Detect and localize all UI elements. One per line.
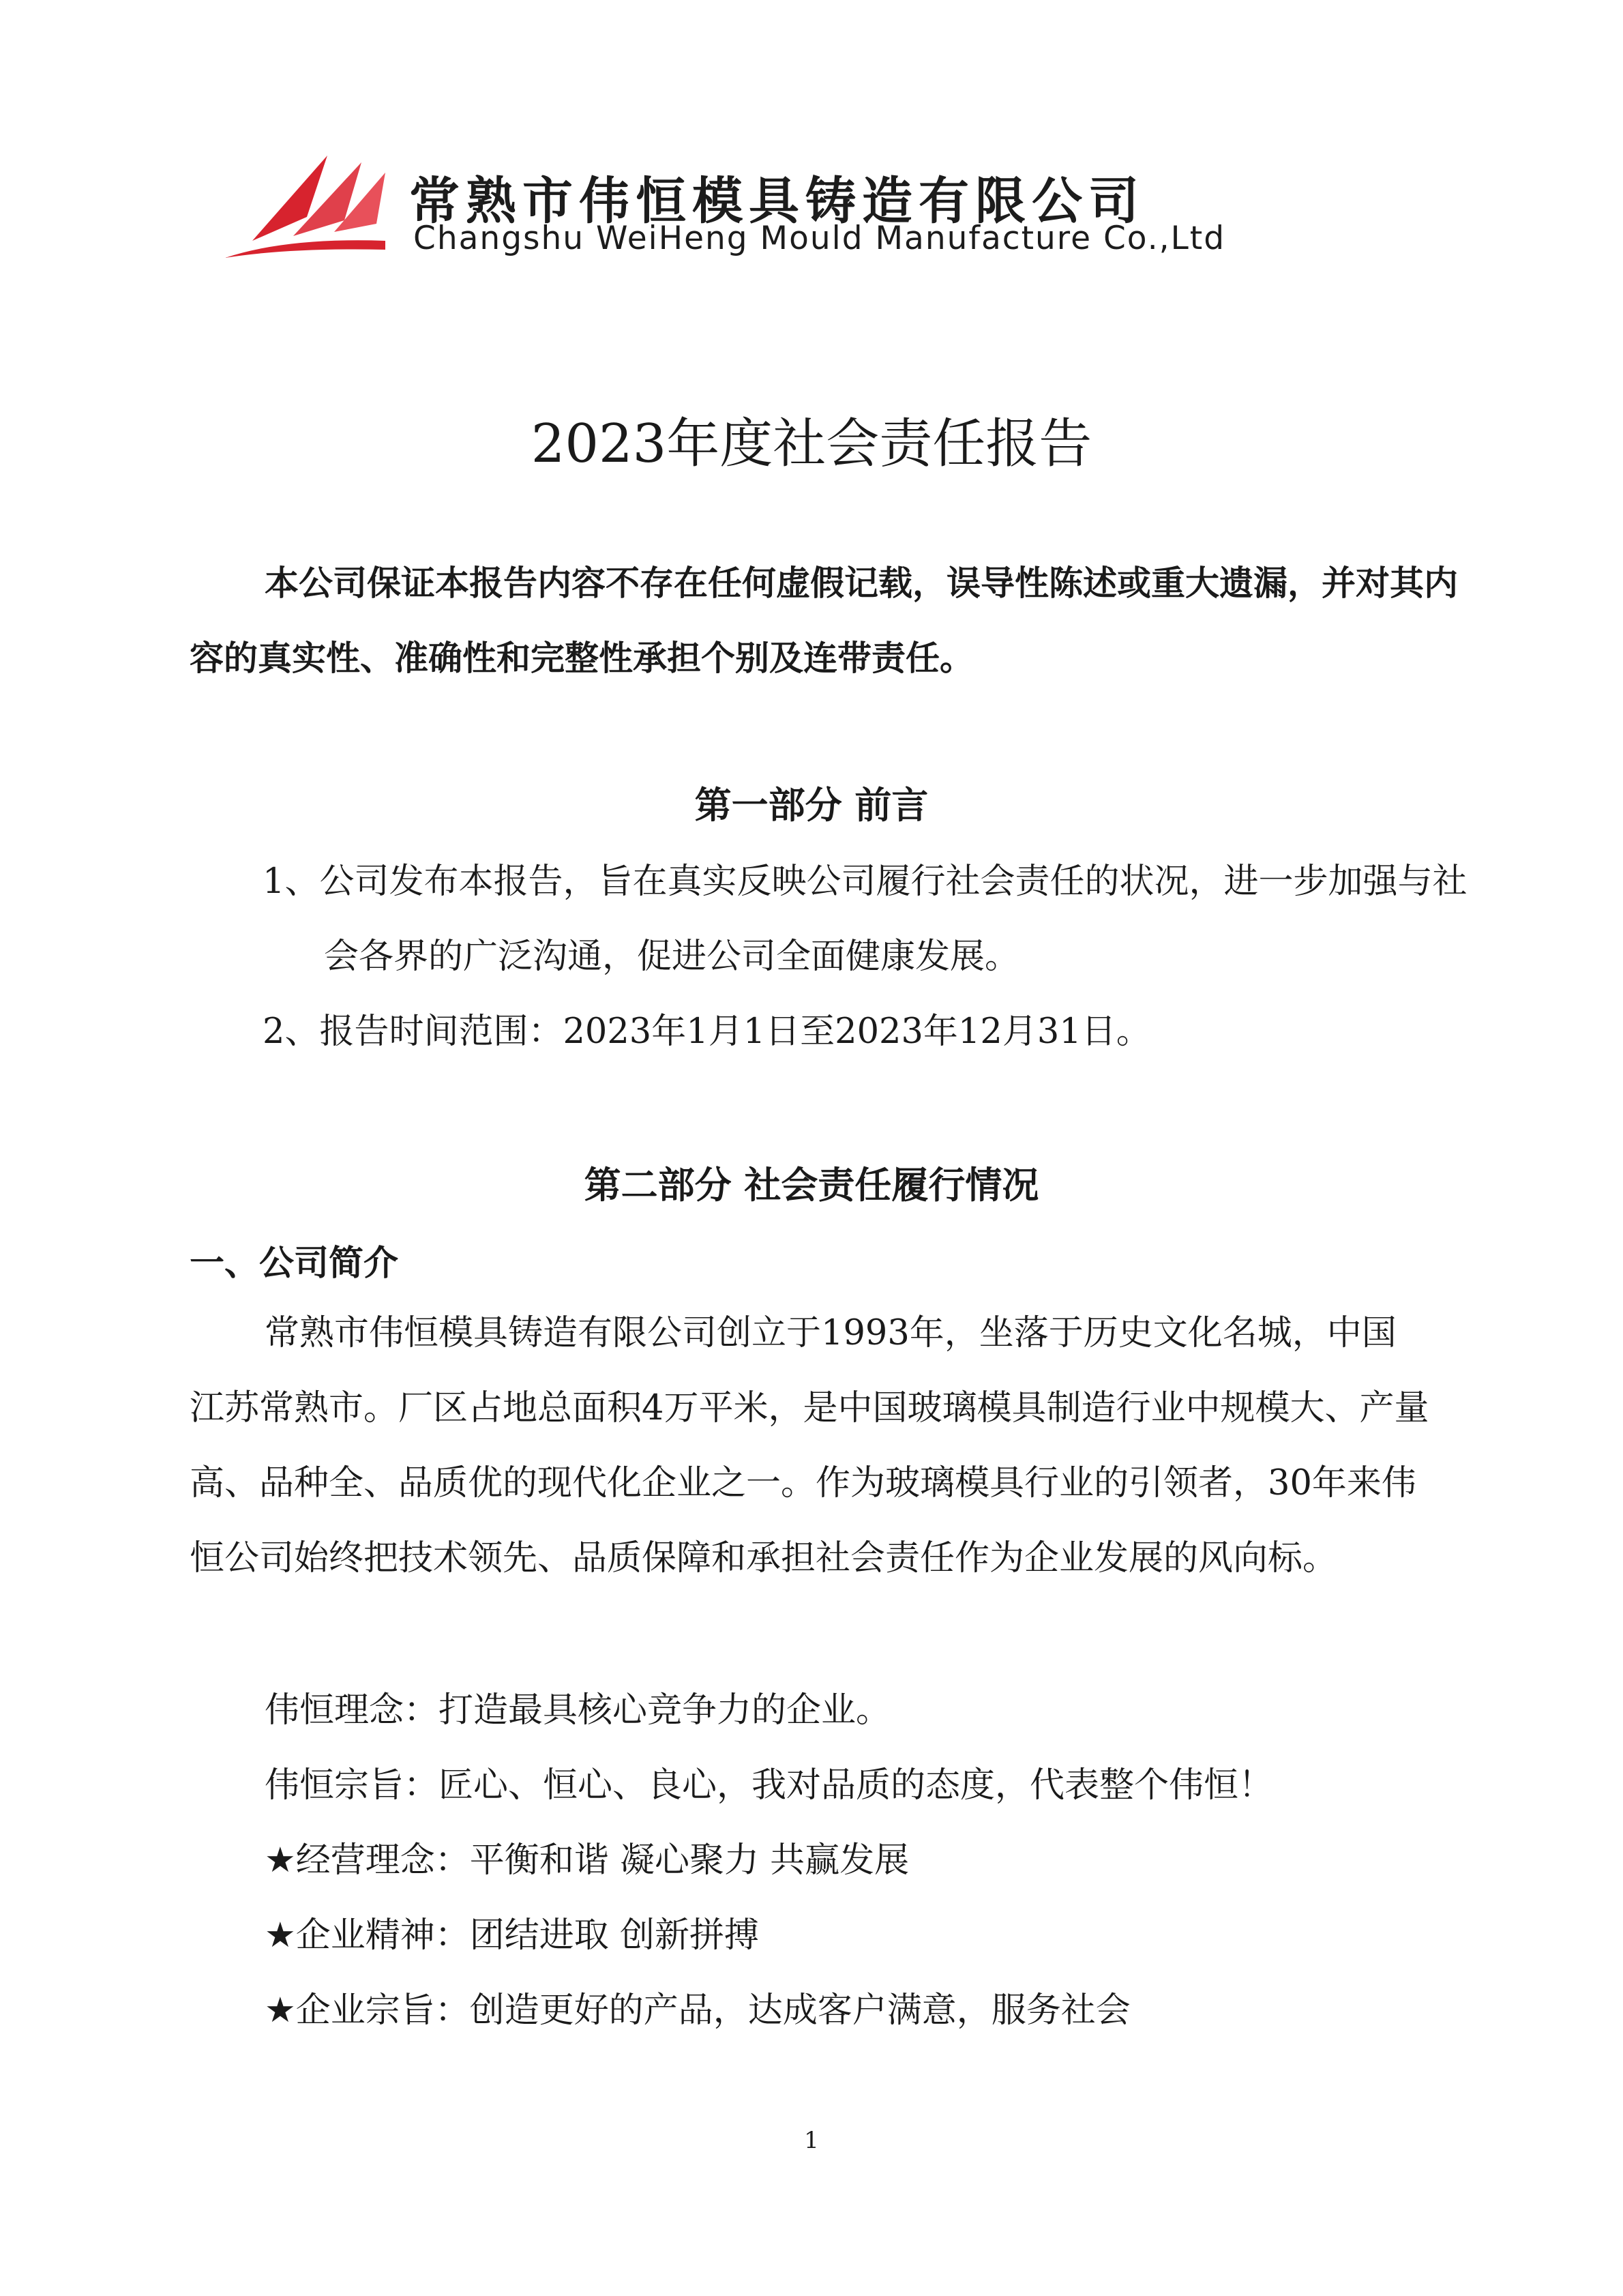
part1-item-2: 2、报告时间范围：2023年1月1日至2023年12月31日。	[263, 1012, 1151, 1052]
company-tenet: 伟恒宗旨：匠心、恒心、良心，我对品质的态度，代表整个伟恒！	[265, 1765, 1274, 1806]
company-logo	[225, 156, 389, 265]
star-icon: ★	[265, 1840, 296, 1881]
part2-subheading: 一、公司简介	[190, 1243, 399, 1284]
value-text: 经营理念：平衡和谐 凝心聚力 共赢发展	[295, 1840, 910, 1881]
value-line-spirit	[265, 1907, 759, 1957]
company-philosophy: 伟恒理念：打造最具核心竞争力的企业。	[265, 1690, 891, 1731]
value-text: 企业精神：团结进取 创新拼搏	[295, 1915, 759, 1956]
value-text: 企业宗旨：创造更好的产品，达成客户满意，服务社会	[295, 1990, 1131, 2031]
part1-heading: 第一部分 前言	[694, 784, 929, 827]
report-title: 2023年度社会责任报告	[531, 413, 1092, 475]
star-icon: ★	[265, 1915, 296, 1956]
part2-heading: 第二部分 社会责任履行情况	[584, 1164, 1039, 1207]
company-intro-paragraph: 常熟市伟恒模具铸造有限公司创立于1993年，坐落于历史文化名城，中国江苏常熟市。厂区占地总面积4万平米，是中国玻璃模具制造行业中规模大、产量高、品种全、品质优的现代化企业之一。作为玻璃模具行业的引领者，30年来伟恒公司始终把技术领先、品质保障和承担社会责任作为企业发展的风向标。	[190, 1313, 1429, 1578]
value-line-purpose	[265, 1982, 1131, 2032]
star-icon: ★	[265, 1990, 296, 2031]
value-line-business	[265, 1831, 909, 1882]
declaration-paragraph: 本公司保证本报告内容不存在任何虚假记载，误导性陈述或重大遗漏，并对其内容的真实性、准确性和完整性承担个别及连带责任。	[190, 563, 1458, 678]
company-name-en: Changshu WeiHeng Mould Manufacture Co.,Ltd	[413, 220, 1226, 257]
company-name-cn: 常熟市伟恒模具铸造有限公司	[409, 172, 1145, 231]
page-number: 1	[804, 2127, 819, 2154]
part1-item-1: 1、公司发布本报告，旨在真实反映公司履行社会责任的状况，进一步加强与社会各界的广泛沟通，促进公司全面健康发展。	[263, 862, 1468, 977]
